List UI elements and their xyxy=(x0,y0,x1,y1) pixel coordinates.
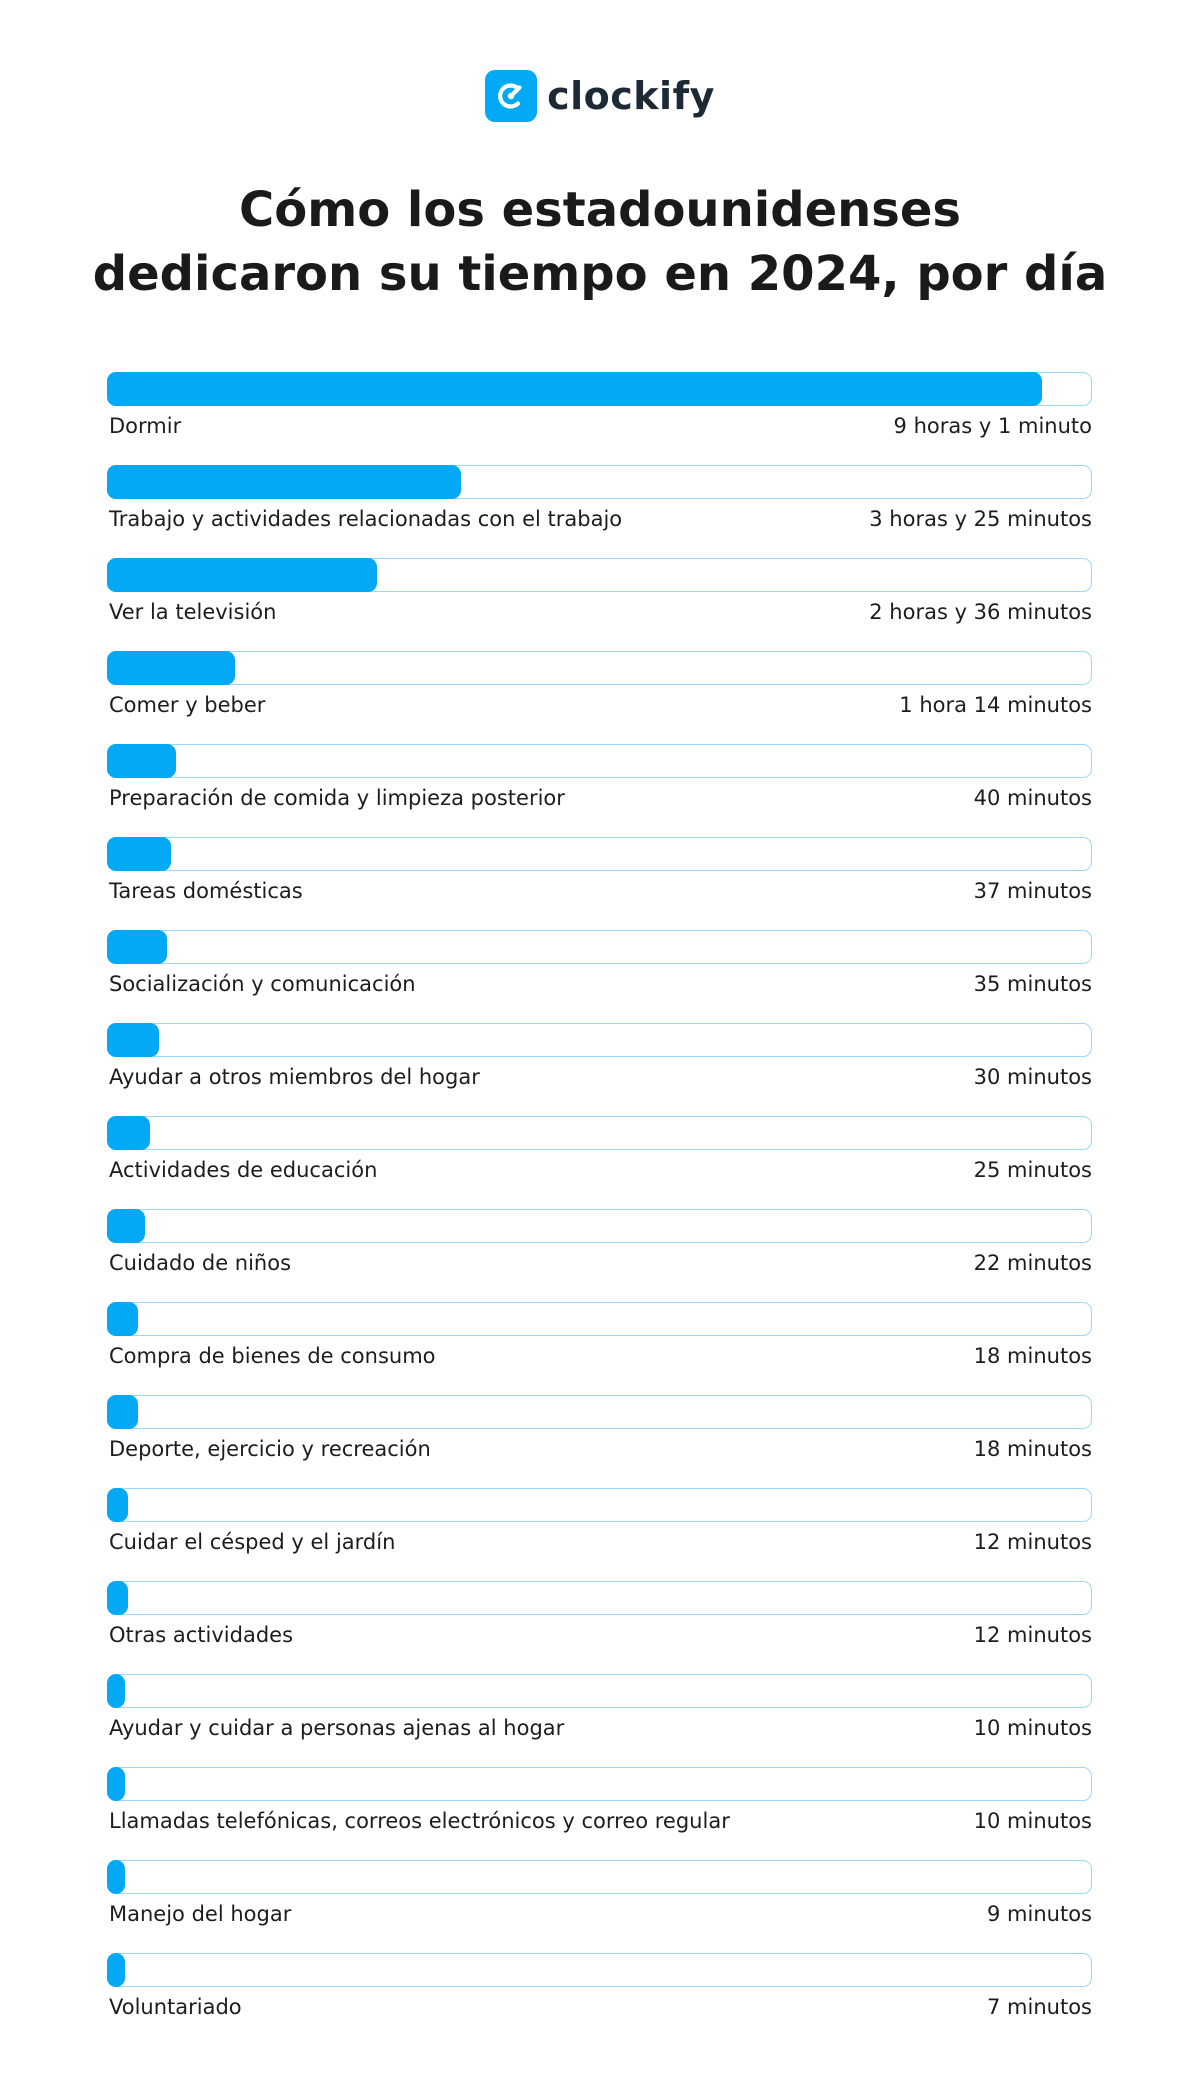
bar-row xyxy=(107,837,1092,917)
bar-value-label: 3 horas y 25 minutos xyxy=(869,507,1092,531)
bar-row xyxy=(107,1209,1092,1289)
bar-value-label: 22 minutos xyxy=(973,1251,1092,1275)
bar-value-label: 9 minutos xyxy=(987,1902,1092,1926)
bar-fill xyxy=(107,1767,125,1801)
bar-value-label: 1 hora 14 minutos xyxy=(899,693,1092,717)
bar-fill xyxy=(107,837,171,871)
bar-track xyxy=(107,1488,1092,1522)
bar-track xyxy=(107,1023,1092,1057)
bar-track xyxy=(107,1581,1092,1615)
bar-fill xyxy=(107,1395,138,1429)
bar-label: Voluntariado xyxy=(109,1995,242,2019)
bar-label: Ayudar a otros miembros del hogar xyxy=(109,1065,480,1089)
bar-fill xyxy=(107,930,167,964)
bar-fill xyxy=(107,1860,125,1894)
bar-row xyxy=(107,1953,1092,2033)
bar-value-label: 2 horas y 36 minutos xyxy=(869,600,1092,624)
bar-fill xyxy=(107,1209,145,1243)
bar-fill xyxy=(107,558,377,592)
bar-fill xyxy=(107,1116,150,1150)
bar-label: Dormir xyxy=(109,414,182,438)
chart-title-line-1: Cómo los estadounidenses xyxy=(239,182,961,238)
bar-track xyxy=(107,930,1092,964)
bar-row xyxy=(107,372,1092,452)
bar-track xyxy=(107,1674,1092,1708)
bar-track xyxy=(107,1953,1092,1987)
bar-fill xyxy=(107,465,461,499)
bar-fill xyxy=(107,1674,125,1708)
chart-title-line-2: dedicaron su tiempo en 2024, por día xyxy=(92,246,1108,302)
bar-value-label: 7 minutos xyxy=(987,1995,1092,2019)
bar-row xyxy=(107,465,1092,545)
bar-label: Tareas domésticas xyxy=(109,879,303,903)
bar-label: Deporte, ejercicio y recreación xyxy=(109,1437,431,1461)
bar-fill xyxy=(107,651,235,685)
bar-fill xyxy=(107,372,1042,406)
bar-label: Trabajo y actividades relacionadas con el trabajo xyxy=(109,507,623,531)
bar-value-label: 18 minutos xyxy=(973,1437,1092,1461)
chart-title xyxy=(0,178,1200,306)
bar-row xyxy=(107,1023,1092,1103)
bar-value-label: 35 minutos xyxy=(973,972,1092,996)
bar-value-label: 37 minutos xyxy=(973,879,1092,903)
bar-fill xyxy=(107,744,176,778)
bar-track xyxy=(107,1860,1092,1894)
bar-fill xyxy=(107,1488,128,1522)
brand-logo xyxy=(0,70,1200,122)
bar-track xyxy=(107,1116,1092,1150)
bar-fill xyxy=(107,1302,138,1336)
clockify-logo-icon xyxy=(485,70,537,122)
bar-track xyxy=(107,837,1092,871)
bar-fill xyxy=(107,1581,128,1615)
bar-track xyxy=(107,1395,1092,1429)
bar-value-label: 25 minutos xyxy=(973,1158,1092,1182)
bar-label: Ayudar y cuidar a personas ajenas al hogar xyxy=(109,1716,565,1740)
bar-value-label: 12 minutos xyxy=(973,1623,1092,1647)
bar-row xyxy=(107,1581,1092,1661)
bar-fill xyxy=(107,1953,125,1987)
bar-label: Comer y beber xyxy=(109,693,266,717)
bar-track xyxy=(107,1209,1092,1243)
bar-label: Otras actividades xyxy=(109,1623,294,1647)
bar-value-label: 40 minutos xyxy=(973,786,1092,810)
bar-row xyxy=(107,651,1092,731)
bar-label: Compra de bienes de consumo xyxy=(109,1344,436,1368)
bar-label: Actividades de educación xyxy=(109,1158,378,1182)
bar-row xyxy=(107,1860,1092,1940)
bar-label: Preparación de comida y limpieza posterior xyxy=(109,786,565,810)
bar-row xyxy=(107,1674,1092,1754)
bar-value-label: 10 minutos xyxy=(973,1809,1092,1833)
bar-value-label: 9 horas y 1 minuto xyxy=(893,414,1092,438)
bar-label: Manejo del hogar xyxy=(109,1902,292,1926)
bar-label: Socialización y comunicación xyxy=(109,972,416,996)
bar-track xyxy=(107,1767,1092,1801)
bar-value-label: 12 minutos xyxy=(973,1530,1092,1554)
bar-row xyxy=(107,1302,1092,1382)
bar-label: Ver la televisión xyxy=(109,600,277,624)
bar-track xyxy=(107,651,1092,685)
bar-row xyxy=(107,1395,1092,1475)
bar-label: Llamadas telefónicas, correos electrónicos y correo regular xyxy=(109,1809,730,1833)
bar-label: Cuidar el césped y el jardín xyxy=(109,1530,396,1554)
bar-row xyxy=(107,744,1092,824)
bar-value-label: 18 minutos xyxy=(973,1344,1092,1368)
bar-value-label: 10 minutos xyxy=(973,1716,1092,1740)
bar-row xyxy=(107,930,1092,1010)
bar-row xyxy=(107,558,1092,638)
bar-row xyxy=(107,1488,1092,1568)
bar-label: Cuidado de niños xyxy=(109,1251,292,1275)
bar-value-label: 30 minutos xyxy=(973,1065,1092,1089)
brand-name: clockify xyxy=(547,74,715,118)
bar-row xyxy=(107,1767,1092,1847)
bar-row xyxy=(107,1116,1092,1196)
bar-fill xyxy=(107,1023,159,1057)
bar-track xyxy=(107,1302,1092,1336)
bar-track xyxy=(107,744,1092,778)
